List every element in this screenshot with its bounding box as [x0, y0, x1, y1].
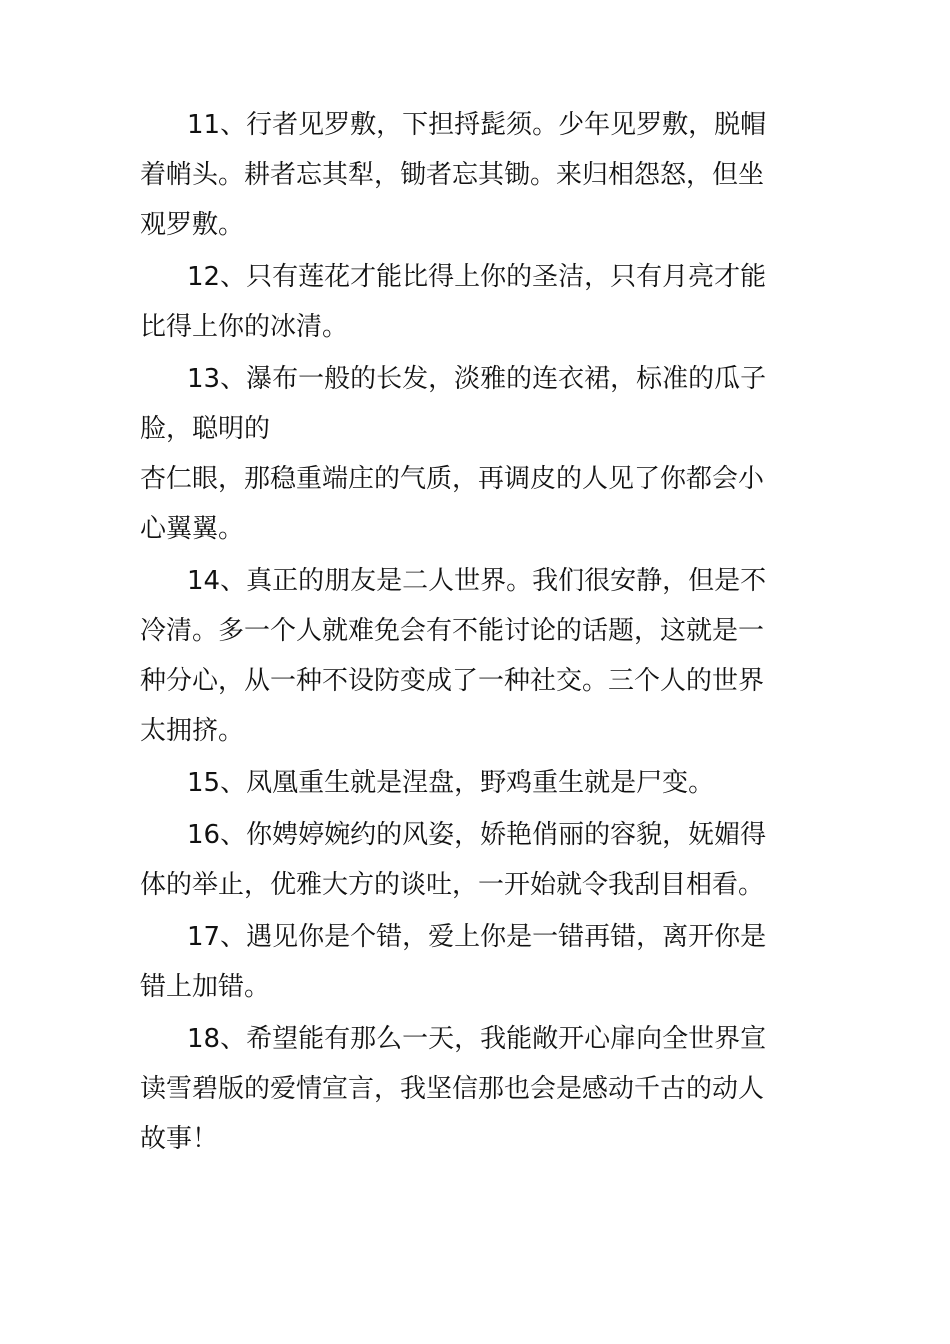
- paragraph-line: 16、你娉婷婉约的风姿，娇艳俏丽的容貌，妩媚得: [187, 820, 767, 850]
- paragraph-14: [140, 556, 812, 756]
- paragraph-line: 心翼翼。: [140, 514, 245, 544]
- paragraph-line: 观罗敷。: [140, 210, 245, 240]
- paragraph-line: 故事！: [140, 1124, 219, 1154]
- paragraph-line: 种分心，从一种不设防变成了一种社交。三个人的世界: [140, 666, 765, 696]
- document-body: [140, 100, 812, 1164]
- paragraph-line: 15、凤凰重生就是涅盘，野鸡重生就是尸变。: [187, 768, 715, 798]
- paragraph-17: [140, 912, 812, 1012]
- paragraph-11: [140, 100, 812, 250]
- paragraph-line: 着帩头。耕者忘其犁，锄者忘其锄。来归相怨怒，但坐: [140, 160, 765, 190]
- paragraph-line: 脸，聪明的: [140, 414, 271, 444]
- paragraph-line: 11、行者见罗敷，下担捋髭须。少年见罗敷，脱帽: [187, 110, 767, 140]
- paragraph-18: [140, 1014, 812, 1164]
- paragraph-line: 读雪碧版的爱情宣言，我坚信那也会是感动千古的动人: [140, 1074, 765, 1104]
- paragraph-12: [140, 252, 812, 352]
- paragraph-15: [140, 758, 812, 808]
- paragraph-13: [140, 354, 812, 554]
- paragraph-line: 冷清。多一个人就难免会有不能讨论的话题，这就是一: [140, 616, 765, 646]
- paragraph-line: 17、遇见你是个错，爱上你是一错再错，离开你是: [187, 922, 767, 952]
- paragraph-line: 18、希望能有那么一天，我能敞开心扉向全世界宣: [187, 1024, 767, 1054]
- paragraph-16: [140, 810, 812, 910]
- paragraph-line: 13、瀑布一般的长发，淡雅的连衣裙，标准的瓜子: [187, 364, 767, 394]
- paragraph-line: 12、只有莲花才能比得上你的圣洁，只有月亮才能: [187, 262, 767, 292]
- paragraph-line: 错上加错。: [140, 972, 271, 1002]
- paragraph-line: 体的举止，优雅大方的谈吐，一开始就令我刮目相看。: [140, 870, 765, 900]
- paragraph-line: 太拥挤。: [140, 716, 245, 746]
- paragraph-line: 比得上你的冰清。: [140, 312, 349, 342]
- paragraph-line: 杏仁眼，那稳重端庄的气质，再调皮的人见了你都会小: [140, 464, 765, 494]
- paragraph-line: 14、真正的朋友是二人世界。我们很安静，但是不: [187, 566, 767, 596]
